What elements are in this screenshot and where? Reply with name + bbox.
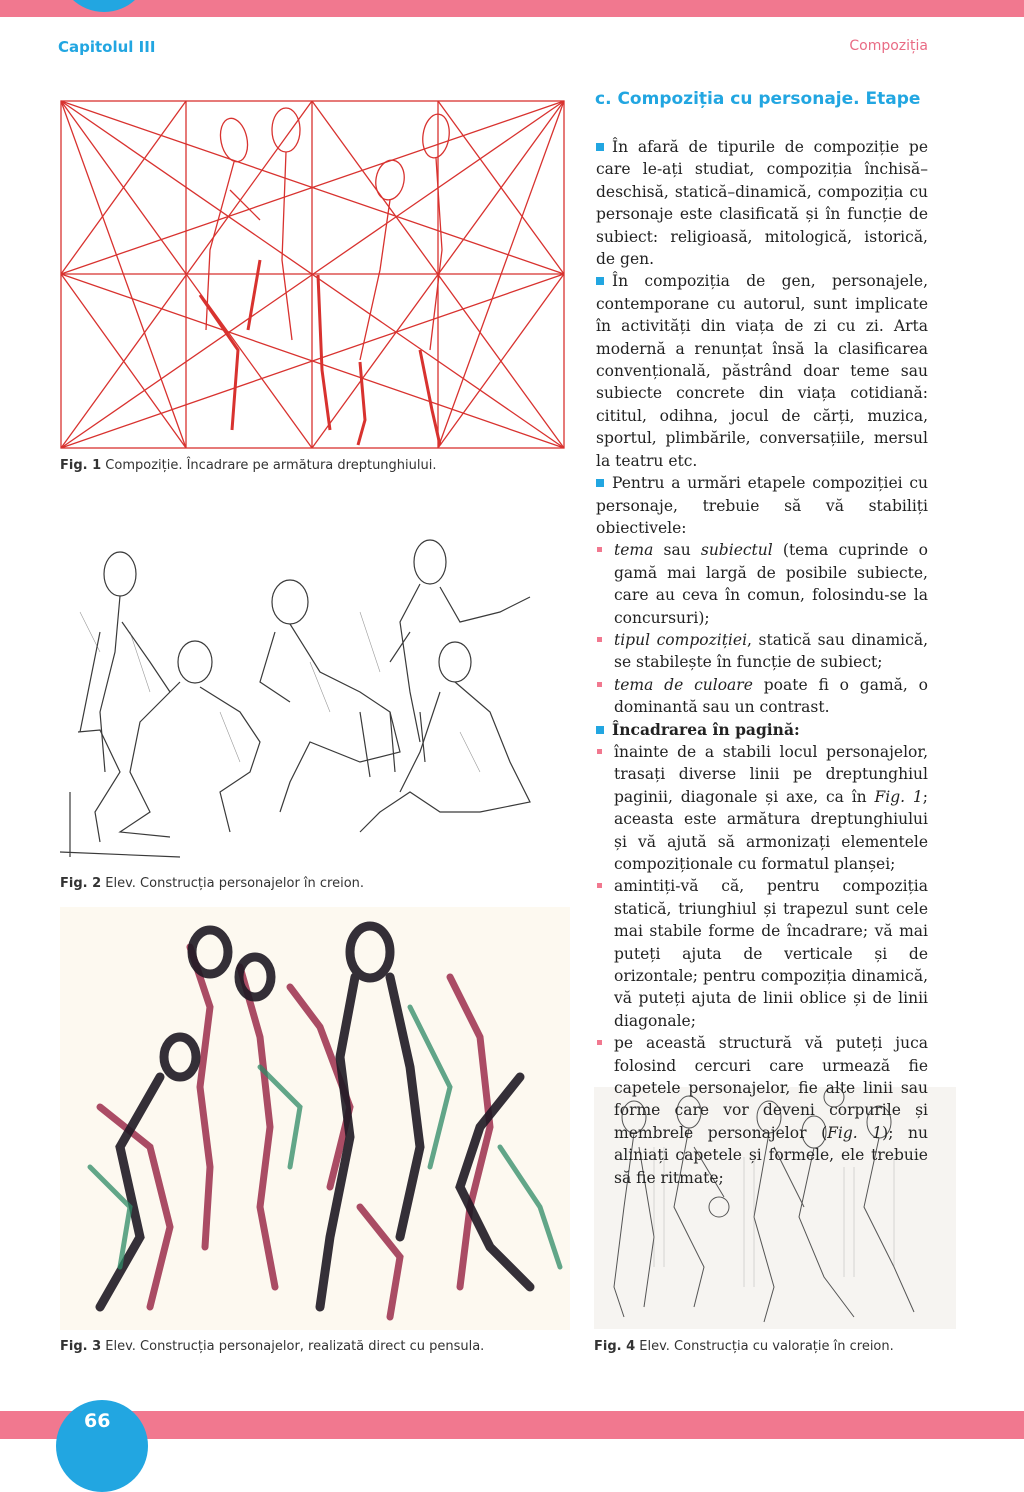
list-item-emphasis: subiectul bbox=[700, 541, 773, 560]
fig2-pencil-sketch bbox=[60, 512, 566, 867]
paragraph-1-text: În afară de tipurile de compoziție pe care le-ați studiat, compoziția închisă–deschisă, statică–dinamică, compoziția cu personaje este clasificată și în funcție de subiect: religioasă, mitologică, istorică, de gen. bbox=[596, 138, 928, 269]
square-bullet-icon bbox=[596, 726, 604, 734]
fig2-label: Fig. 2 bbox=[60, 876, 102, 891]
armature-lines bbox=[61, 101, 564, 448]
article-heading: c. Compoziția cu personaje. Etape bbox=[595, 89, 921, 109]
list-item-emphasis: tipul compoziției bbox=[614, 630, 748, 649]
list-item-emphasis: Fig. 1 bbox=[874, 787, 923, 806]
page-number: 66 bbox=[84, 1410, 111, 1432]
square-bullet-icon bbox=[596, 479, 604, 487]
fig3-caption bbox=[60, 1339, 484, 1354]
square-bullet-icon bbox=[596, 277, 604, 285]
fig1-caption-text: Compoziție. Încadrare pe armătura dreptunghiului. bbox=[101, 458, 437, 473]
header-bar bbox=[0, 0, 1024, 17]
list-item bbox=[596, 741, 928, 875]
paragraph-3-text: Pentru a urmări etapele compoziției cu personaje, trebuie să vă stabiliți obiectivele: bbox=[596, 474, 928, 537]
list-item-text: poate fi o gamă, o dominantă sau un contrast. bbox=[614, 675, 928, 717]
square-bullet-icon bbox=[596, 143, 604, 151]
fig1-armature-diagram bbox=[60, 100, 566, 450]
fig1-caption bbox=[60, 458, 436, 473]
fig2-caption-text: Elev. Construcția personajelor în creion. bbox=[101, 876, 365, 891]
section-label: Compoziția bbox=[849, 38, 928, 54]
list-item bbox=[596, 1032, 928, 1189]
fig3-brush-sketch bbox=[60, 907, 570, 1330]
list-item-text: pe această structură vă puteți juca folosind cercuri care urmează fie capetele personajelor, fie alte linii sau forme care vor deveni corpurile și membrele personajelor ( bbox=[614, 1034, 928, 1142]
fig4-caption-text: Elev. Construcția cu valorație în creion. bbox=[635, 1339, 894, 1354]
list-item bbox=[596, 875, 928, 1032]
fig3-label: Fig. 3 bbox=[60, 1339, 102, 1354]
fig4-caption bbox=[594, 1339, 894, 1354]
paragraph-3 bbox=[596, 472, 928, 539]
list-item-text: (tema cuprinde o gamă mai largă de posibile subiecte, care au ceva în comun, folosindu-se la concursuri); bbox=[614, 541, 928, 627]
article-body bbox=[596, 136, 928, 1189]
fig4-label: Fig. 4 bbox=[594, 1339, 636, 1354]
list-item-text: ; aceasta este armătura dreptunghiului și vă ajută să armonizați elementele compoziționale cu formatul planșei; bbox=[614, 787, 928, 873]
list-item-text: , statică sau dinamică, se stabilește în funcție de subiect; bbox=[614, 630, 928, 672]
fig3-caption-text: Elev. Construcția personajelor, realizată direct cu pensula. bbox=[101, 1339, 485, 1354]
list-item bbox=[596, 539, 928, 629]
figure-strokes bbox=[200, 260, 440, 445]
paragraph-1 bbox=[596, 136, 928, 270]
fig2-caption bbox=[60, 876, 364, 891]
list-item bbox=[596, 674, 928, 719]
list-item-text: sau bbox=[653, 541, 701, 560]
list-item-emphasis: tema bbox=[614, 541, 654, 560]
paragraph-2-text: În compoziția de gen, personajele, contemporane cu autorul, sunt implicate în activități din viața de zi cu zi. Arta modernă a renunțat însă la clasificarea convențională, păstrând doar teme sau subiecte concrete din viața cotidiană: cititul, odihna, jocul de cărți, muzica, sportul, plimbările, conversațiile, mersul la teatru etc. bbox=[596, 272, 928, 470]
paragraph-4-text: Încadrarea în pagină: bbox=[612, 719, 800, 739]
footer-bar bbox=[0, 1411, 1024, 1439]
list-item-text: amintiți-vă că, pentru compoziția statică, triunghiul și trapezul sunt cele mai stabile forme de încadrare; vă mai puteți ajuta de verticale și de orizontale; pentru compoziția dinamică, vă puteți ajuta de linii oblice și de linii diagonale; bbox=[614, 877, 928, 1030]
list-item-text: înainte de a stabili locul personajelor, trasați diverse linii pe dreptunghiul paginii, diagonale și axe, ca în bbox=[614, 742, 928, 806]
list-item-emphasis: Fig. 1 bbox=[827, 1123, 883, 1142]
chapter-label: Capitolul III bbox=[58, 38, 156, 56]
paragraph-4 bbox=[596, 719, 928, 741]
list-item-emphasis: tema de culoare bbox=[614, 675, 753, 694]
list-item-text: ); nu aliniați capetele și formele, ele trebuie să fie ritmate; bbox=[614, 1123, 929, 1187]
list-item bbox=[596, 629, 928, 674]
fig1-label: Fig. 1 bbox=[60, 458, 102, 473]
paragraph-2 bbox=[596, 270, 928, 472]
pencil-figures bbox=[60, 540, 530, 857]
